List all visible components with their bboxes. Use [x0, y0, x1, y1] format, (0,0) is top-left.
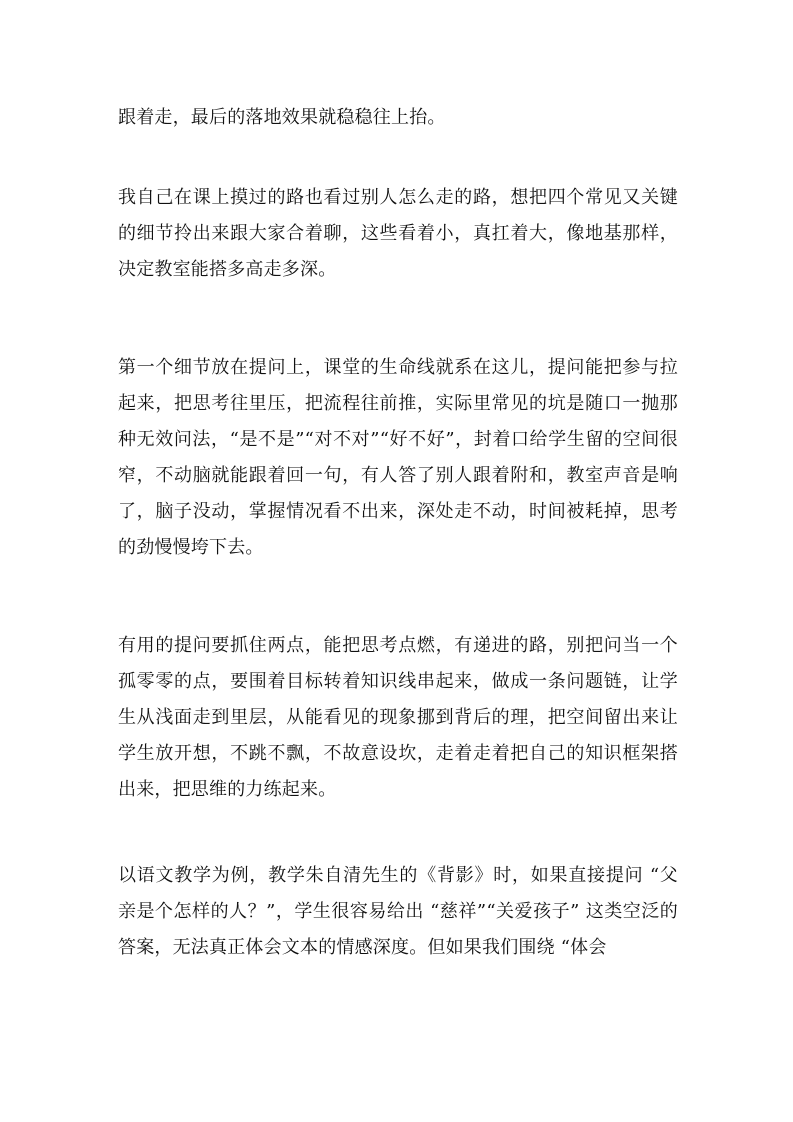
paragraph-1: 跟着走，最后的落地效果就稳稳往上抬。 — [118, 107, 446, 128]
paragraph-5: 以语文教学为例，教学朱自清先生的《背影》时，如果直接提问 “父亲是个怎样的人？”，学生很容易给出 “慈祥”“关爱孩子” 这类空泛的答案，无法真正体会文本的情感深度。但如果我们围绕 “体会 — [118, 865, 678, 958]
paragraph-4: 有用的提问要抓住两点，能把思考点燃，有递进的路，别把问当一个孤零零的点，要围着目标转着知识线串起来，做成一条问题链，让学生从浅面走到里层，从能看见的现象挪到背后的理，把空间留出来让学生放开想，不跳不飘，不故意设坎，走着走着把自己的知识框架搭出来，把思维的力练起来。 — [118, 635, 678, 800]
paragraph-2: 我自己在课上摸过的路也看过别人怎么走的路，想把四个常见又关键的细节拎出来跟大家合着聊，这些看着小，真扛着大，像地基那样，决定教室能搭多高走多深。 — [118, 187, 678, 280]
paragraph-3: 第一个细节放在提问上，课堂的生命线就系在这儿，提问能把参与拉起来，把思考往里压，把流程往前推，实际里常见的坑是随口一抛那种无效问法，“是不是”“对不对”“好不好”，封着口给学生留的空间很窄，不动脑就能跟着回一句，有人答了别人跟着附和，教室声音是响了，脑子没动，掌握情况看不出来，深处走不动，时间被耗掉，思考的劲慢慢垮下去。 — [118, 357, 678, 558]
